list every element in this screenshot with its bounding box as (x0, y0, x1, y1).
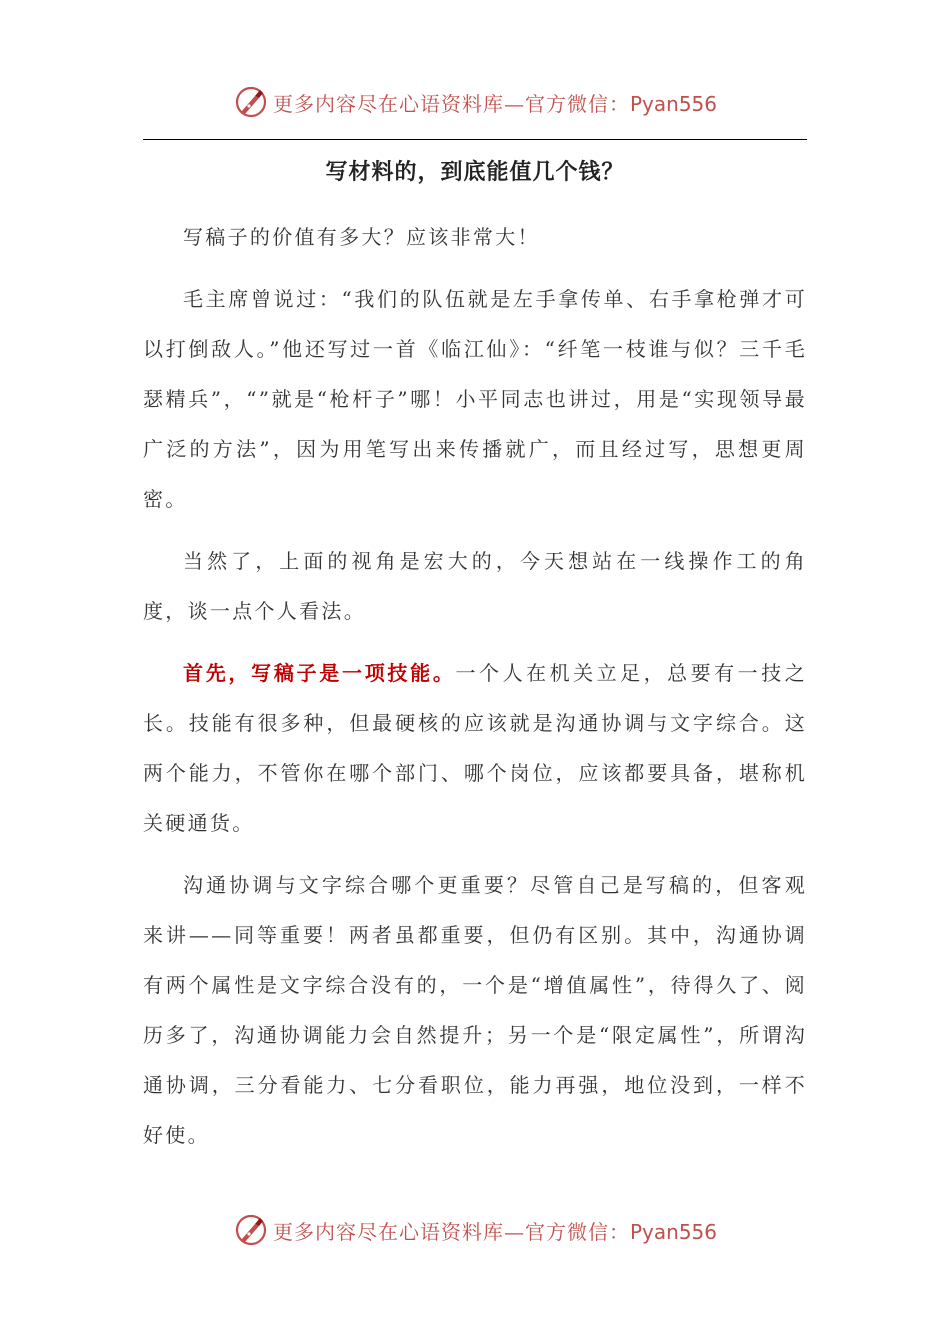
header-divider (143, 139, 807, 140)
wechat-id: Pyan556 (629, 1219, 717, 1244)
pen-nib-logo-icon (233, 1212, 269, 1248)
document-body (143, 212, 807, 1172)
footer-banner (0, 1208, 950, 1252)
banner-text: 更多内容尽在心语资料库—官方微信：Pyan556 (272, 1219, 717, 1244)
paragraph-3: 当然了，上面的视角是宏大的，今天想站在一线操作工的角度，谈一点个人看法。 (143, 549, 807, 623)
paragraph-5: 沟通协调与文字综合哪个更重要？尽管自己是写稿的，但客观来讲——同等重要！两者虽都重要，但仍有区别。其中，沟通协调有两个属性是文字综合没有的，一个是“增值属性”，待得久了、阅历多了，沟通协调能力会自然提升；另一个是“限定属性”，所谓沟通协调，三分看能力、七分看职位，能力再强，地位没到，一样不好使。 (143, 873, 807, 1147)
banner-text: 更多内容尽在心语资料库—官方微信：Pyan556 (272, 91, 717, 116)
header-banner (0, 80, 950, 124)
highlighted-sentence: 首先，写稿子是一项技能。 (183, 661, 456, 685)
pen-nib-logo-icon (233, 84, 269, 120)
paragraph-4: 首先，写稿子是一项技能。一个人在机关立足，总要有一技之长。技能有很多种，但最硬核的应该就是沟通协调与文字综合。这两个能力，不管你在哪个部门、哪个岗位，应该都要具备，堪称机关硬通货。 (143, 661, 808, 835)
wechat-id: Pyan556 (629, 91, 717, 116)
paragraph-2: 毛主席曾说过：“我们的队伍就是左手拿传单、右手拿枪弹才可以打倒敌人。”他还写过一首《临江仙》：“纤笔一枝谁与似？三千毛瑟精兵”，“”就是“枪杆子”哪！小平同志也讲过，用是“实现领导最广泛的方法”，因为用笔写出来传播就广，而且经过写，思想更周密。 (143, 287, 807, 511)
document-title: 写材料的，到底能值几个钱？ (325, 159, 625, 185)
paragraph-1: 写稿子的价值有多大？应该非常大！ (183, 225, 540, 249)
